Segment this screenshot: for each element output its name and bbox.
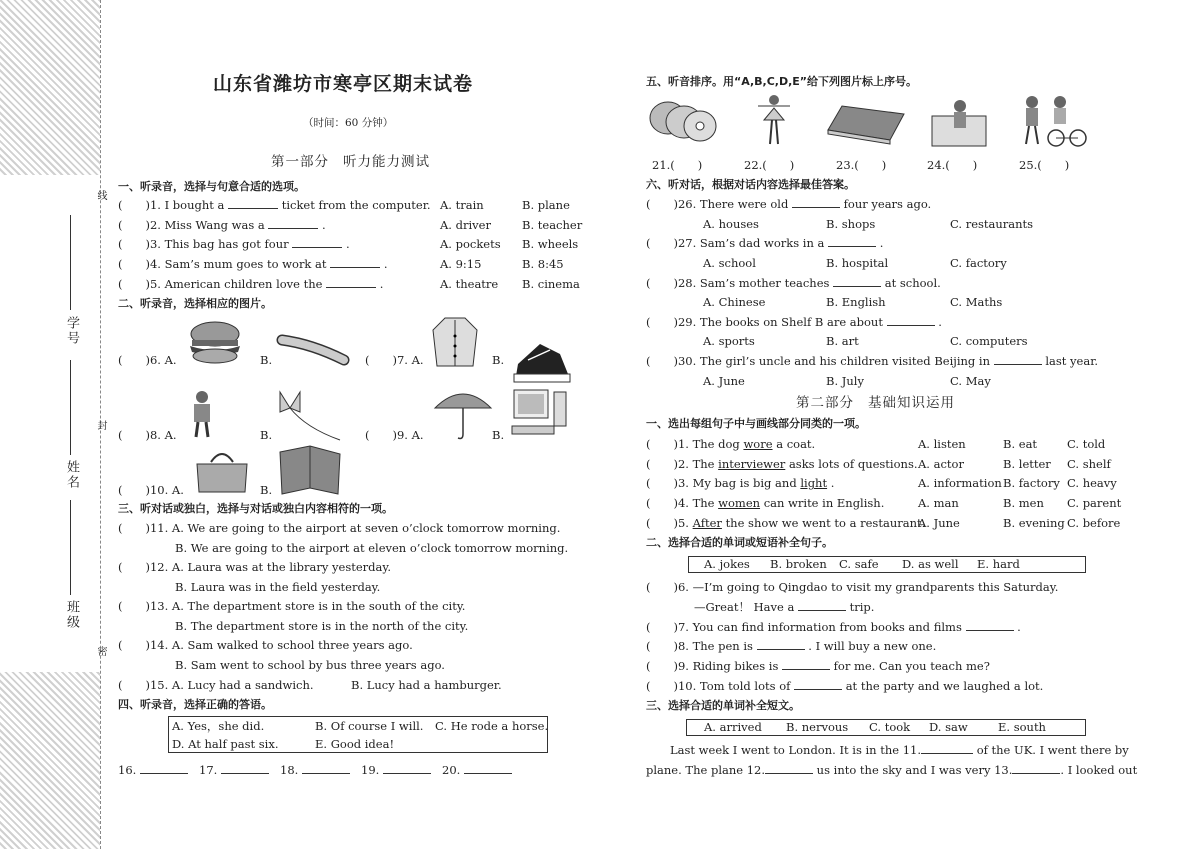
- p2s2-line-3: ( )8. The pen is . I will buy a new one.: [646, 639, 937, 653]
- p2s1-q1-option-b: B. eat: [1003, 437, 1038, 451]
- s6-q27-option-a: A. school: [703, 255, 756, 270]
- hamburger-picture: [186, 318, 244, 366]
- p2s2-line-2-blank[interactable]: [966, 619, 1014, 631]
- s6-q26: ( )26. There were old four years ago.: [646, 197, 932, 211]
- s6-q30-option-c: C. May: [950, 373, 991, 388]
- passage-line-2: plane. The plane 12. us into the sky and I was very 13. . I looked out: [646, 763, 1138, 777]
- s1-q5: ( )5. American children love the .: [118, 276, 384, 291]
- s1-q5-option-a: A. theatre: [440, 276, 499, 291]
- s1-q1-blank[interactable]: [228, 197, 278, 209]
- cut-char-dense: 密: [95, 646, 106, 656]
- s5-order-22[interactable]: 22.( ): [744, 158, 795, 172]
- s6-q28-option-a: A. Chinese: [703, 295, 766, 310]
- p2s1-q4: ( )4. The women can write in English.: [646, 496, 885, 511]
- p2s3-word-3: D. saw: [929, 720, 968, 734]
- s1-q3-option-a: A. pockets: [440, 237, 501, 252]
- q7-b-label: B.: [492, 353, 505, 367]
- s4-answer-18: 18.: [280, 762, 350, 778]
- s6-heading: 六、听对话，根据对话内容选择最佳答案。: [646, 178, 855, 191]
- s6-q29-blank[interactable]: [887, 314, 935, 326]
- s5-order-25[interactable]: 25.( ): [1019, 158, 1070, 172]
- s3-q13-option-b: B. The department store is in the north of the city.: [175, 618, 469, 633]
- s6-q29: ( )29. The books on Shelf B are about .: [646, 314, 942, 329]
- q6-label: ( )6. A.: [118, 353, 177, 367]
- s3-q14-option-b: B. Sam went to school by bus three years ago.: [175, 657, 445, 672]
- s6-q26-option-c: C. restaurants: [950, 216, 1034, 231]
- s6-q28-blank[interactable]: [833, 275, 881, 287]
- p2s2-word-2: C. safe: [839, 557, 879, 571]
- s1-q1-option-a: A. train: [440, 198, 484, 212]
- p2s3-heading: 三、选择合适的单词补全短文。: [646, 699, 800, 712]
- p2s2-word-1: B. broken: [770, 557, 827, 571]
- book-picture: [276, 444, 342, 498]
- p2s3-word-4: E. south: [998, 720, 1046, 734]
- p2s3-word-1: B. nervous: [786, 720, 849, 734]
- s4-answer-20-blank[interactable]: [464, 762, 512, 774]
- q6-b-label: B.: [260, 353, 273, 367]
- s1-q2-option-a: A. driver: [440, 217, 491, 232]
- s3-q13-option-a: ( )13. A. The department store is in the south of the city.: [118, 599, 466, 613]
- s3-q12-option-b: B. Laura was in the field yesterday.: [175, 579, 381, 594]
- p2s1-q1-option-a: A. listen: [918, 437, 966, 451]
- s6-q30-option-b: B. July: [826, 373, 864, 388]
- s6-q27-option-c: C. factory: [950, 255, 1007, 270]
- p2s2-line-4: ( )9. Riding bikes is for me. Can you teach me?: [646, 659, 990, 673]
- p2s2-line-5-blank[interactable]: [794, 678, 842, 690]
- p2s1-q2: ( )2. The interviewer asks lots of questions.: [646, 456, 918, 471]
- q8-label: ( )8. A.: [118, 428, 177, 442]
- underlined-word: women: [718, 496, 761, 511]
- p2s2-line-3-blank[interactable]: [757, 638, 805, 650]
- s5-heading: 五、听音排序。用“A,B,C,D,E”给下列图片标上序号。: [646, 75, 917, 88]
- ballet-girl-picture: [754, 92, 794, 148]
- p2s2-line-5: ( )10. Tom told lots of at the party and we laughed a lot.: [646, 679, 1044, 693]
- p2s2-line-1: —Great！ Have a trip.: [694, 600, 875, 614]
- p2s1-q4-option-a: A. man: [918, 496, 959, 511]
- s4-answer-16: 16.: [118, 762, 188, 778]
- s4-heading: 四、听录音，选择正确的答语。: [118, 698, 272, 711]
- s6-q29-option-a: A. sports: [703, 334, 755, 349]
- sausage-picture: [276, 330, 350, 370]
- student-id-line: [70, 215, 71, 310]
- q10-label: ( )10. A.: [118, 483, 184, 497]
- p2s1-q2-option-a: A. actor: [918, 456, 964, 471]
- s6-q30-option-a: A. June: [703, 373, 745, 388]
- coat-picture: [431, 316, 479, 368]
- s1-heading: 一、听录音，选择与句意合适的选项。: [118, 180, 305, 193]
- s4-answer-17: 17.: [199, 762, 269, 778]
- p2s2-line-4-blank[interactable]: [782, 658, 830, 670]
- s1-q2: ( )2. Miss Wang was a .: [118, 217, 326, 232]
- s1-q2-option-b: B. teacher: [522, 217, 583, 232]
- p2s2-word-0: A. jokes: [704, 557, 750, 571]
- s6-q27-blank[interactable]: [828, 235, 876, 247]
- name-label: 姓名: [64, 460, 79, 490]
- q9-label: ( )9. A.: [365, 428, 424, 442]
- s6-q29-option-b: B. art: [826, 334, 859, 349]
- s4-answer-20: 20.: [442, 762, 512, 778]
- s4-answer-17-blank[interactable]: [221, 762, 269, 774]
- page-title: 山东省潍坊市寒亭区期末试卷: [213, 73, 474, 95]
- p2s1-q5-option-a: A. June: [918, 515, 960, 530]
- underlined-word: interviewer: [718, 456, 786, 471]
- s3-heading: 三、听对话或独白，选择与对话或独白内容相符的一项。: [118, 502, 393, 515]
- exam-time: （时间：60 分钟）: [303, 117, 394, 129]
- p2s2-line-1-blank[interactable]: [798, 599, 846, 611]
- p2s2-line-0: ( )6. —I’m going to Qingdao to visit my grandparents this Saturday.: [646, 580, 1059, 594]
- s3-q12-option-a: ( )12. A. Laura was at the library yesterday.: [118, 560, 392, 574]
- class-line: [70, 500, 71, 595]
- s1-q3-option-b: B. wheels: [522, 237, 579, 252]
- s6-q26-blank[interactable]: [792, 196, 840, 208]
- p2s1-heading: 一、选出每组句子中与画线部分同类的一项。: [646, 417, 866, 430]
- s6-q26-option-a: A. houses: [703, 216, 759, 231]
- p2s1-q5-option-c: C. before: [1067, 515, 1121, 530]
- s3-q11-option-b: B. We are going to the airport at eleven o’clock tomorrow morning.: [175, 540, 569, 555]
- s1-q4-option-a: A. 9:15: [440, 257, 482, 272]
- p2s1-q4-option-b: B. men: [1003, 496, 1044, 511]
- s5-order-21[interactable]: 21.( ): [652, 158, 703, 172]
- s1-q5-blank[interactable]: [326, 276, 376, 288]
- q15-option-a: ( )15. A. Lucy had a sandwich.: [118, 678, 314, 692]
- s4-option-a: A. Yes，she did.: [172, 719, 265, 733]
- s3-q11-option-a: ( )11. A. We are going to the airport at seven o’clock tomorrow morning.: [118, 521, 561, 535]
- s6-q27: ( )27. Sam’s dad works in a .: [646, 236, 884, 251]
- blank-11[interactable]: [921, 742, 973, 754]
- s4-answer-18-blank[interactable]: [302, 762, 350, 774]
- s6-q28-option-b: B. English: [826, 295, 886, 310]
- s6-q30-blank[interactable]: [994, 353, 1042, 365]
- s4-answer-19: 19.: [361, 762, 431, 778]
- s6-q28-option-c: C. Maths: [950, 295, 1003, 310]
- p2s1-q2-option-c: C. shelf: [1067, 456, 1111, 471]
- q15-option-b: B. Lucy had a hamburger.: [351, 678, 502, 692]
- underlined-word: light: [800, 476, 828, 491]
- s3-q14-option-a: ( )14. A. Sam walked to school three years ago.: [118, 638, 413, 652]
- right-column: [646, 0, 1136, 849]
- s6-q27-option-b: B. hospital: [826, 255, 889, 270]
- s1-q5-option-b: B. cinema: [522, 276, 580, 291]
- s6-q26-option-b: B. shops: [826, 216, 876, 231]
- computer-picture: [510, 386, 572, 438]
- s6-q28: ( )28. Sam’s mother teaches at school.: [646, 275, 941, 290]
- p2s1-q1: ( )1. The dog wore a coat.: [646, 437, 816, 451]
- p2s1-q5-option-b: B. evening: [1003, 515, 1065, 530]
- s4-option-d: D. At half past six.: [172, 737, 279, 751]
- s1-q4-option-b: B. 8:45: [522, 257, 564, 272]
- s5-order-24[interactable]: 24.( ): [927, 158, 978, 172]
- p2s3-word-2: C. took: [869, 720, 911, 734]
- p2s2-word-3: D. as well: [902, 557, 959, 571]
- s1-q1-option-b: B. plane: [522, 198, 570, 212]
- p2s1-q5: ( )5. After the show we went to a restaurant.: [646, 515, 926, 530]
- passage-line-1: Last week I went to London. It is in the 11. of the UK. I went there by: [670, 743, 1129, 757]
- part1-title: 第一部分 听力能力测试: [271, 154, 430, 170]
- s6-q29-option-c: C. computers: [950, 334, 1028, 349]
- s2-heading: 二、听录音，选择相应的图片。: [118, 297, 272, 310]
- binding-hatch-top: [0, 0, 100, 175]
- cut-char-line: 线: [95, 190, 106, 200]
- s1-q3-blank[interactable]: [292, 236, 342, 248]
- s4-option-e: E. Good idea!: [315, 737, 395, 751]
- q8-b-label: B.: [260, 428, 273, 442]
- left-column: [118, 0, 598, 849]
- umbrella-picture: [433, 386, 493, 442]
- p2s1-q1-option-c: C. told: [1067, 437, 1106, 451]
- p2s1-q4-option-c: C. parent: [1067, 496, 1122, 511]
- blank-13[interactable]: [1012, 762, 1060, 774]
- p2s1-q3: ( )3. My bag is big and light .: [646, 476, 835, 491]
- s1-q3: ( )3. This bag has got four .: [118, 237, 350, 252]
- underlined-word: After: [692, 515, 722, 530]
- handbag-picture: [193, 444, 251, 496]
- s6-q30: ( )30. The girl’s uncle and his children visited Beijing in last year.: [646, 354, 1099, 369]
- s1-q2-blank[interactable]: [268, 217, 318, 229]
- sneaker-picture: [510, 334, 572, 384]
- s1-q4: ( )4. Sam’s mum goes to work at .: [118, 257, 388, 272]
- cds-picture: [648, 96, 718, 146]
- s1-q1: ( )1. I bought a ticket from the computer.: [118, 198, 431, 212]
- p2s2-line-2: ( )7. You can find information from books and films .: [646, 620, 1021, 634]
- s4-option-b: B. Of course I will.: [315, 719, 424, 733]
- underlined-word: wore: [743, 437, 773, 451]
- class-label: 班级: [64, 600, 79, 630]
- s1-q4-blank[interactable]: [330, 256, 380, 268]
- boy-picture: [188, 389, 216, 441]
- q9-b-label: B.: [492, 428, 505, 442]
- kite-picture: [276, 388, 342, 442]
- name-line: [70, 360, 71, 455]
- student-id-label: 学号: [64, 316, 79, 346]
- p2s3-word-0: A. arrived: [704, 720, 762, 734]
- blank-12[interactable]: [765, 762, 813, 774]
- part2-title: 第二部分 基础知识运用: [796, 395, 955, 411]
- s4-answer-19-blank[interactable]: [383, 762, 431, 774]
- binding-hatch-bottom: [0, 672, 100, 849]
- q7-label: ( )7. A.: [365, 353, 424, 367]
- p2s1-q2-option-b: B. letter: [1003, 456, 1051, 471]
- books-picture: [824, 100, 908, 146]
- cut-char-seal: 封: [95, 420, 106, 430]
- p2s2-word-4: E. hard: [977, 557, 1020, 571]
- p2s1-q3-option-c: C. heavy: [1067, 476, 1117, 491]
- boy-playing-picture: [930, 96, 988, 148]
- p2s1-q3-option-b: B. factory: [1003, 476, 1060, 491]
- p2s2-heading: 二、选择合适的单词或短语补全句子。: [646, 536, 833, 549]
- s4-option-c: C. He rode a horse.: [435, 719, 549, 733]
- q10-b-label: B.: [260, 483, 273, 497]
- kids-bike-picture: [1012, 94, 1088, 148]
- p2s1-q3-option-a: A. information: [918, 476, 1002, 491]
- s4-answer-16-blank[interactable]: [140, 762, 188, 774]
- s5-order-23[interactable]: 23.( ): [836, 158, 887, 172]
